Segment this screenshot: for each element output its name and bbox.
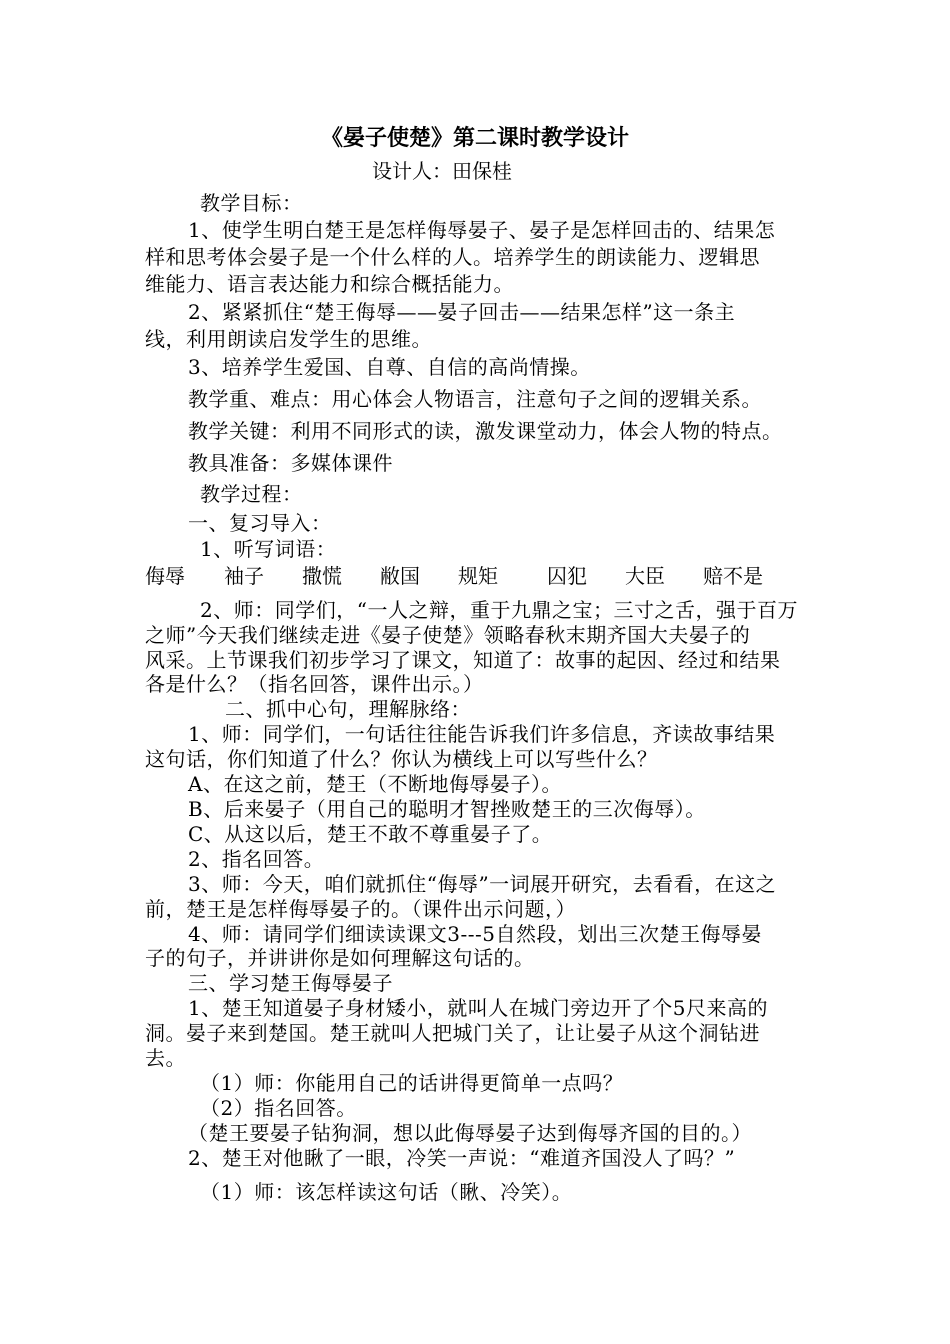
vocab-word: 撒慌 (302, 564, 342, 588)
paragraph-line: 样和思考体会晏子是一个什么样的人。培养学生的朗读能力、逻辑思 (145, 245, 760, 269)
paragraph-line: （1）师：该怎样读这句话（瞅、冷笑）。 (200, 1180, 573, 1204)
vocab-word: 囚犯 (547, 564, 587, 588)
paragraph-line: C、从这以后，楚王不敢不尊重晏子了。 (188, 822, 553, 846)
paragraph-line: 教学重、难点：用心体会人物语言，注意句子之间的逻辑关系。 (188, 387, 762, 411)
paragraph-line: 4、师：请同学们细读读课文3---5自然段，划出三次楚王侮辱晏 (188, 922, 762, 946)
author-line: 设计人：田保桂 (372, 159, 512, 183)
paragraph-line: 去。 (145, 1046, 186, 1070)
paragraph-line: 2、指名回答。 (188, 847, 325, 871)
paragraph-line: 教具准备：多媒体课件 (188, 451, 393, 475)
paragraph-line: 之师”今天我们继续走进《晏子使楚》领略春秋末期齐国大夫晏子的 (145, 623, 751, 647)
document-title: 《晏子使楚》第二课时教学设计 (320, 126, 629, 151)
paragraph-line: （1）师：你能用自己的话讲得更简单一点吗？ (200, 1071, 624, 1095)
vocab-word: 赔不是 (703, 564, 763, 588)
paragraph-line: 2、师：同学们，“一人之辩，重于九鼎之宝；三寸之舌，强于百万 (200, 598, 798, 622)
paragraph-line: 教学目标： (200, 191, 303, 215)
paragraph-line: 教学关键：利用不同形式的读，激发课堂动力，体会人物的特点。 (188, 419, 783, 443)
paragraph-line: 1、使学生明白楚王是怎样侮辱晏子、晏子是怎样回击的、结果怎 (188, 218, 776, 242)
vocab-word: 大臣 (625, 564, 665, 588)
paragraph-line: B、后来晏子（用自己的聪明才智挫败楚王的三次侮辱）。 (188, 797, 706, 821)
vocab-word: 袖子 (224, 564, 264, 588)
vocab-word: 规矩 (458, 564, 498, 588)
paragraph-line: 3、师：今天，咱们就抓住“侮辱”一词展开研究，去看看，在这之 (188, 872, 777, 896)
paragraph-line: 2、紧紧抓住“楚王侮辱——晏子回击——结果怎样”这一条主 (188, 300, 736, 324)
paragraph-line: 教学过程： (200, 482, 303, 506)
paragraph-line: 维能力、语言表达能力和综合概括能力。 (145, 272, 514, 296)
paragraph-line: 一、复习导入： (188, 511, 332, 535)
paragraph-line: 前，楚王是怎样侮辱晏子的。（课件出示问题，） (145, 897, 576, 921)
paragraph-line: 1、听写词语： (200, 537, 337, 561)
paragraph-line: 二、抓中心句，理解脉络： (225, 697, 471, 721)
paragraph-line: 2、楚王对他瞅了一眼，冷笑一声说：“难道齐国没人了吗？” (188, 1146, 736, 1170)
vocab-word: 敝国 (380, 564, 420, 588)
paragraph-line: 三、学习楚王侮辱晏子 (188, 971, 393, 995)
paragraph-line: 3、培养学生爱国、自尊、自信的高尚情操。 (188, 355, 591, 379)
paragraph-line: （楚王要晏子钻狗洞，想以此侮辱晏子达到侮辱齐国的目的。） (188, 1121, 752, 1145)
vocab-word: 侮辱 (145, 564, 185, 588)
paragraph-line: 各是什么？（指名回答，课件出示。） (145, 672, 484, 696)
paragraph-line: 1、师：同学们，一句话往往能告诉我们许多信息，齐读故事结果 (188, 722, 776, 746)
paragraph-line: 1、楚王知道晏子身材矮小，就叫人在城门旁边开了个5尺来高的 (188, 996, 768, 1020)
paragraph-line: 风采。上节课我们初步学习了课文，知道了：故事的起因、经过和结果 (145, 648, 781, 672)
paragraph-line: A、在这之前，楚王（不断地侮辱晏子）。 (188, 772, 562, 796)
paragraph-line: 线，利用朗读启发学生的思维。 (145, 327, 432, 351)
paragraph-line: （2）指名回答。 (200, 1096, 357, 1120)
paragraph-line: 洞。晏子来到楚国。楚王就叫人把城门关了，让让晏子从这个洞钻进 (145, 1021, 760, 1045)
paragraph-line: 子的句子，并讲讲你是如何理解这句话的。 (145, 946, 535, 970)
paragraph-line: 这句话，你们知道了什么？你认为横线上可以写些什么？ (145, 747, 658, 771)
